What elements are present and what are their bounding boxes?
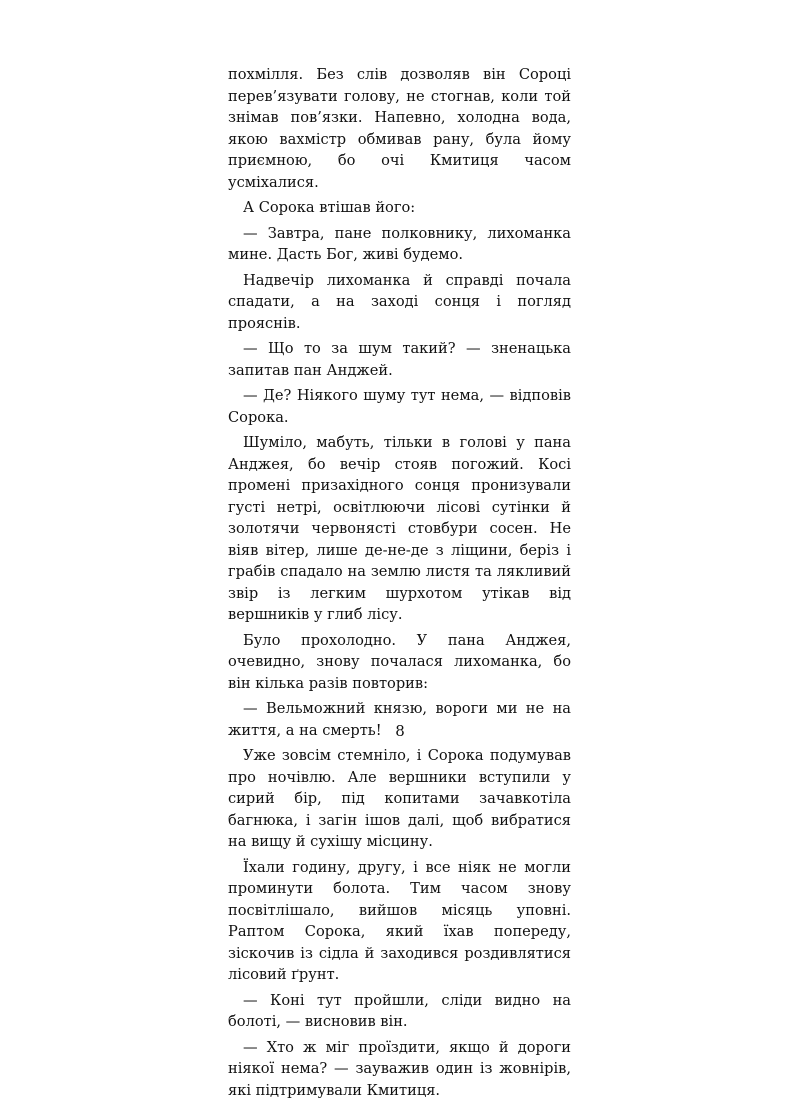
paragraph: Їхали годину, другу, і все ніяк не могли проминути болота. Тим часом знову посвітлішало, вийшов місяць уповні. Раптом Сорока, який їхав попереду, зіскочив із сідла й заходився роздивлятися лісовий ґрунт.	[228, 858, 571, 983]
paragraph: похмілля. Без слів дозволяв він Сороці перев’язувати голову, не стогнав, коли той знімав пов’язки. Напевно, холодна вода, якою вахмістр обмивав рану, була йому приємною, бо очі Кмитиця часом усміхалися.	[228, 66, 571, 191]
paragraph: Було прохолодно. У пана Анджея, очевидно, знову почалася лихоманка, бо він кілька разів повторив:	[228, 631, 571, 692]
paragraph: Уже зовсім стемніло, і Сорока подумував про ночівлю. Але вершники вступили у сирий бір, під копитами зачавкотіла багнюка, і загін ішов далі, щоб вибратися на вищу й сухішу місцину.	[228, 747, 571, 850]
paragraph: — Де? Ніякого шуму тут нема, — відповів Сорока.	[228, 387, 571, 426]
paragraph: — Що то за шум такий? — зненацька запитав пан Анджей.	[228, 340, 571, 379]
page-number: 8	[395, 722, 405, 740]
paragraph: Надвечір лихоманка й справді почала спадати, а на заході сонця і погляд прояснів.	[228, 271, 571, 332]
paragraph: — Коні тут пройшли, сліди видно на болоті, — висновив він.	[228, 991, 571, 1030]
paragraph: — Вельможний князю, вороги ми не на життя, а на смерть!	[228, 700, 571, 739]
paragraph: — Завтра, пане полковнику, лихоманка мине. Дасть Бог, живі будемо.	[228, 224, 571, 263]
paragraph: А Сорока втішав його:	[243, 199, 416, 216]
page-text	[228, 64, 571, 1105]
paragraph: Шуміло, мабуть, тільки в голові у пана Анджея, бо вечір стояв погожий. Косі промені призахідного сонця пронизували густі нетрі, освітлюючи лісові сутінки й золотячи червонясті стовбури сосен. Не віяв вітер, лише де-не-де з ліщини, беріз і грабів спадало на землю листя та лякливий звір із легким шурхотом утікав від вершників у глиб лісу.	[228, 434, 571, 623]
paragraph: — Хто ж міг проїздити, якщо й дороги ніякої нема? — зауважив один із жовнірів, які підтримували Кмитиця.	[228, 1038, 571, 1099]
